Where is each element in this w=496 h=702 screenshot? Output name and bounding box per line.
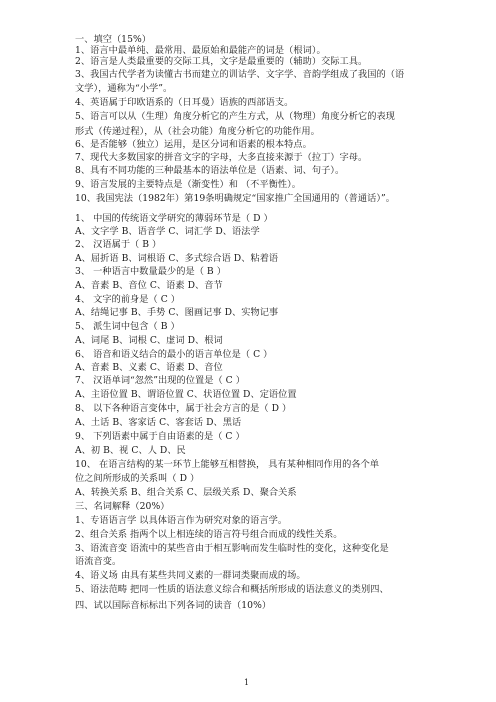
options-line: A、音素 B、音位 C、语素 D、音节 <box>75 280 223 291</box>
section-heading: 一、填空（15%） <box>75 34 151 45</box>
text-line: 1、语言中最单纯、最常用、最原始和最能产的词是（根词）。 <box>75 45 326 56</box>
options-line: A、屈折语 B、词根语 C、多式综合语 D、粘着语 <box>75 253 279 264</box>
question-line: 5、 派生词中包含（ B ） <box>75 321 180 332</box>
section-heading: 三、名词解释（20%） <box>75 501 170 512</box>
question-line: 4、 文字的前身是（ C ） <box>75 294 181 305</box>
text-line: 5、语言可以从（生理）角度分析它的产生方式，从（物理）角度分析它的表现 <box>75 111 395 122</box>
question-line: 10、 在语言结构的某一环节上能够互相替换， 具有某种相同作用的各个单 <box>75 459 380 470</box>
options-line: A、文字学 B、语音学 C、词汇学 D、语法学 <box>75 226 260 237</box>
question-line: 位之间所形成的关系叫（ D ） <box>75 473 200 484</box>
question-line: 1、 中国的传统语文学研究的薄弱环节是（ D ） <box>75 213 273 224</box>
options-line: A、土话 B、客家话 C、客套话 D、黑话 <box>75 417 242 428</box>
text-line: 形式（传递过程），从（社会功能）角度分析它的功能作用。 <box>75 126 320 137</box>
definition-line: 4、语义场 由具有某些共同义素的一群词类聚而成的场。 <box>75 570 306 581</box>
question-line: 7、 汉语单词“忽然”出现的位置是（ C ） <box>75 375 245 386</box>
text-line: 10、我国宪法（1982年）第19条明确规定“国家推广全国通用的（普通话）”。 <box>75 193 395 204</box>
text-line: 9、语言发展的主要特点是（渐变性）和 （不平衡性）。 <box>75 179 301 190</box>
options-line: A、转换关系 B、组合关系 C、层级关系 D、聚合关系 <box>75 487 297 498</box>
text-line: 6、是否能够（独立）运用，是区分词和语素的根本特点。 <box>75 139 312 150</box>
definition-line: 5、语法范畴 把同一性质的语法意义综合和概括所形成的语法意义的类别四、 <box>75 584 389 595</box>
options-line: A、词尾 B、词根 C、虚词 D、根词 <box>75 335 223 346</box>
options-line: A、主语位置 B、谓语位置 C、状语位置 D、定语位置 <box>75 389 297 400</box>
text-line: 3、我国古代学者为读懂古书而建立的训诂学、文字学、音韵学组成了我国的（语 <box>75 69 405 80</box>
definition-line: 语流音变。 <box>75 556 122 567</box>
text-line: 8、具有不同功能的三种最基本的语法单位是（语素、词、句子）。 <box>75 165 345 176</box>
definition-line: 3、语流音变 语流中的某些音由于相互影响而发生临时性的变化，这种变化是 <box>75 543 389 554</box>
options-line: A、初 B、视 C、人 D、民 <box>75 445 186 456</box>
text-line: 4、英语属于印欧语系的（日耳曼）语族的西部语支。 <box>75 97 294 108</box>
question-line: 3、 一种语言中数量最少的是（ B ） <box>75 266 226 277</box>
question-line: 8、 以下各种语言变体中，属于社会方言的是（ D ） <box>75 403 292 414</box>
text-line: 7、现代大多数国家的拼音文字的字母，大多直接来源于（拉丁）字母。 <box>75 152 368 163</box>
question-line: 9、 下列语素中属于自由语素的是（ C ） <box>75 431 245 442</box>
question-line: 2、 汉语属于（ B ） <box>75 239 162 250</box>
page-number: 1 <box>244 678 250 687</box>
definition-line: 1、专语语言学 以具体语言作为研究对象的语言学。 <box>75 515 288 526</box>
options-line: A、音素 B、义素 C、语素 D、音位 <box>75 362 223 373</box>
options-line: A、结绳记事 B、手势 C、图画记事 D、实物记事 <box>75 307 279 318</box>
text-line: 文学），通称为“小学”。 <box>75 83 173 94</box>
question-line: 6、 语音和语义结合的最小的语言单位是（ C ） <box>75 349 273 360</box>
definition-line: 2、组合关系 指两个以上相连续的语言符号组合而成的线性关系。 <box>75 529 343 540</box>
text-line: 2、语言是人类最重要的交际工具，文字是最重要的（辅助）交际工具。 <box>75 56 368 67</box>
section-heading: 四、试以国际音标标出下列各词的读音（10%） <box>75 600 272 611</box>
